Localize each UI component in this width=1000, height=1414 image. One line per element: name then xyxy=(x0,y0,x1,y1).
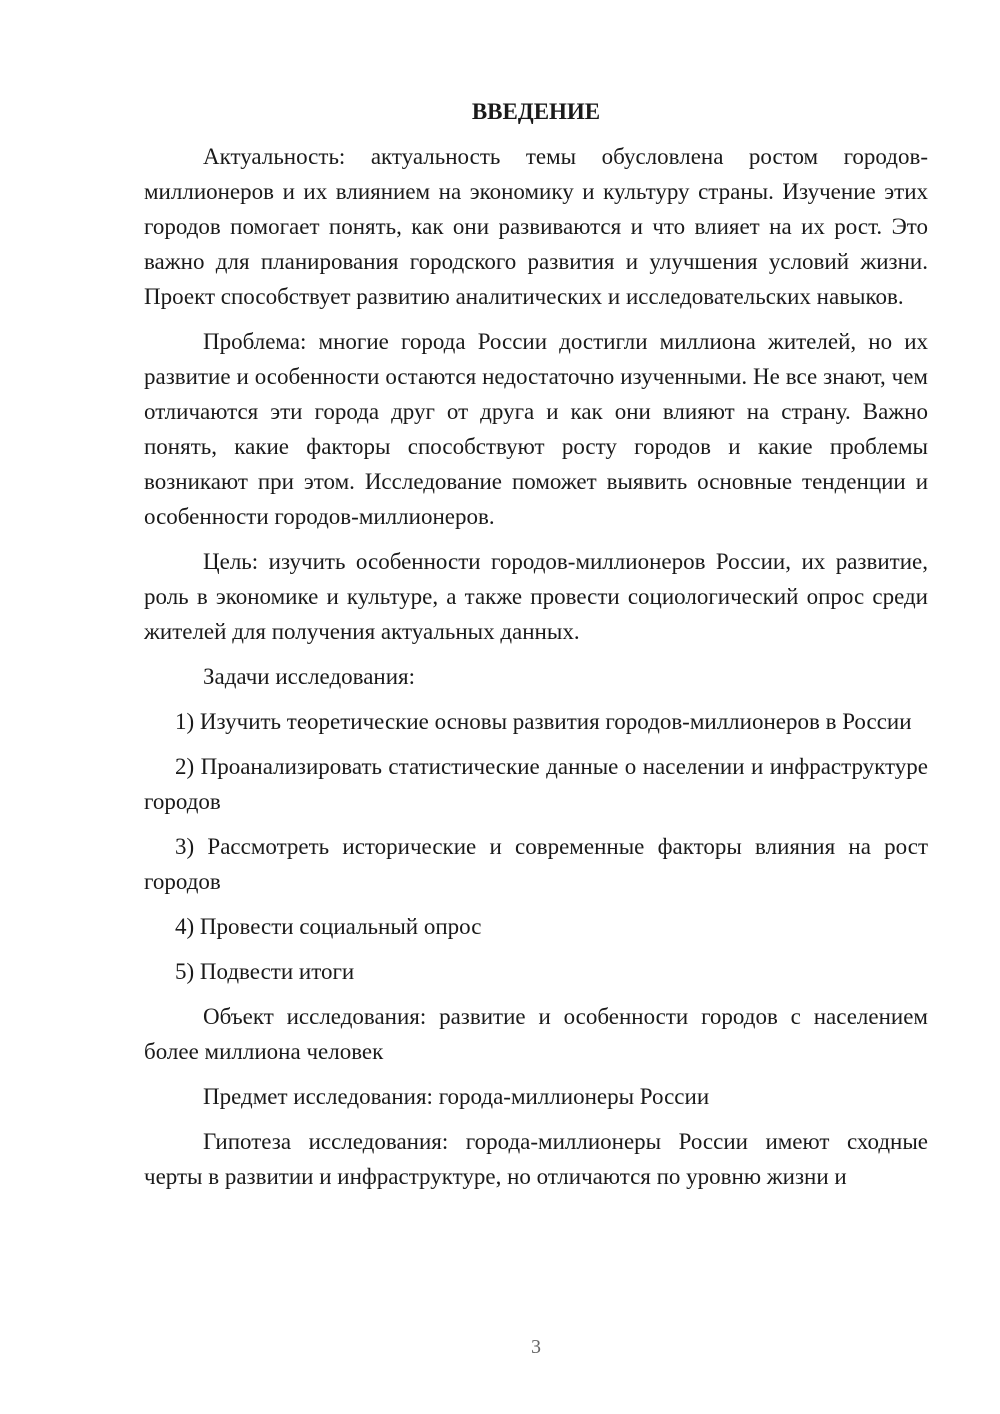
section-title: ВВЕДЕНИЕ xyxy=(471,99,601,124)
task-item-1: 1) Изучить теоретические основы развития городов-миллионеров в России xyxy=(175,709,912,734)
task-item-4: 4) Провести социальный опрос xyxy=(175,914,482,939)
paragraph-hypothesis: Гипотеза исследования: города-миллионеры России имеют сходные черты в развитии и инфраструктуре, но отличаются по уровню жизни и xyxy=(144,1129,928,1189)
paragraph-subject: Предмет исследования: города-миллионеры России xyxy=(203,1084,710,1109)
task-item-5: 5) Подвести итоги xyxy=(175,959,355,984)
document-body xyxy=(144,94,928,1194)
paragraph-relevance: Актуальность: актуальность темы обусловлена ростом городов-миллионеров и их влиянием на экономику и культуру страны. Изучение этих городов помогает понять, как они развиваются и что влияет на их рост. Это важно для планирования городского развития и улучшения условий жизни. Проект способствует развитию аналитических и исследовательских навыков. xyxy=(144,144,928,309)
task-item-2: 2) Проанализировать статистические данные о населении и инфраструктуре городов xyxy=(144,754,928,814)
task-item-3: 3) Рассмотреть исторические и современные факторы влияния на рост городов xyxy=(144,834,928,894)
paragraph-problem: Проблема: многие города России достигли миллиона жителей, но их развитие и особенности остаются недостаточно изученными. Не все знают, чем отличаются эти города друг от друга и как они влияют на страну. Важно понять, какие факторы способствуют росту городов и какие проблемы возникают при этом. Исследование поможет выявить основные тенденции и особенности городов-миллионеров. xyxy=(144,329,928,529)
page-number: 3 xyxy=(531,1336,541,1358)
paragraph-tasks-heading: Задачи исследования: xyxy=(203,664,416,689)
paragraph-goal: Цель: изучить особенности городов-миллионеров России, их развитие, роль в экономике и культуре, а также провести социологический опрос среди жителей для получения актуальных данных. xyxy=(144,549,928,644)
paragraph-object: Объект исследования: развитие и особенности городов с населением более миллиона человек xyxy=(144,1004,928,1064)
